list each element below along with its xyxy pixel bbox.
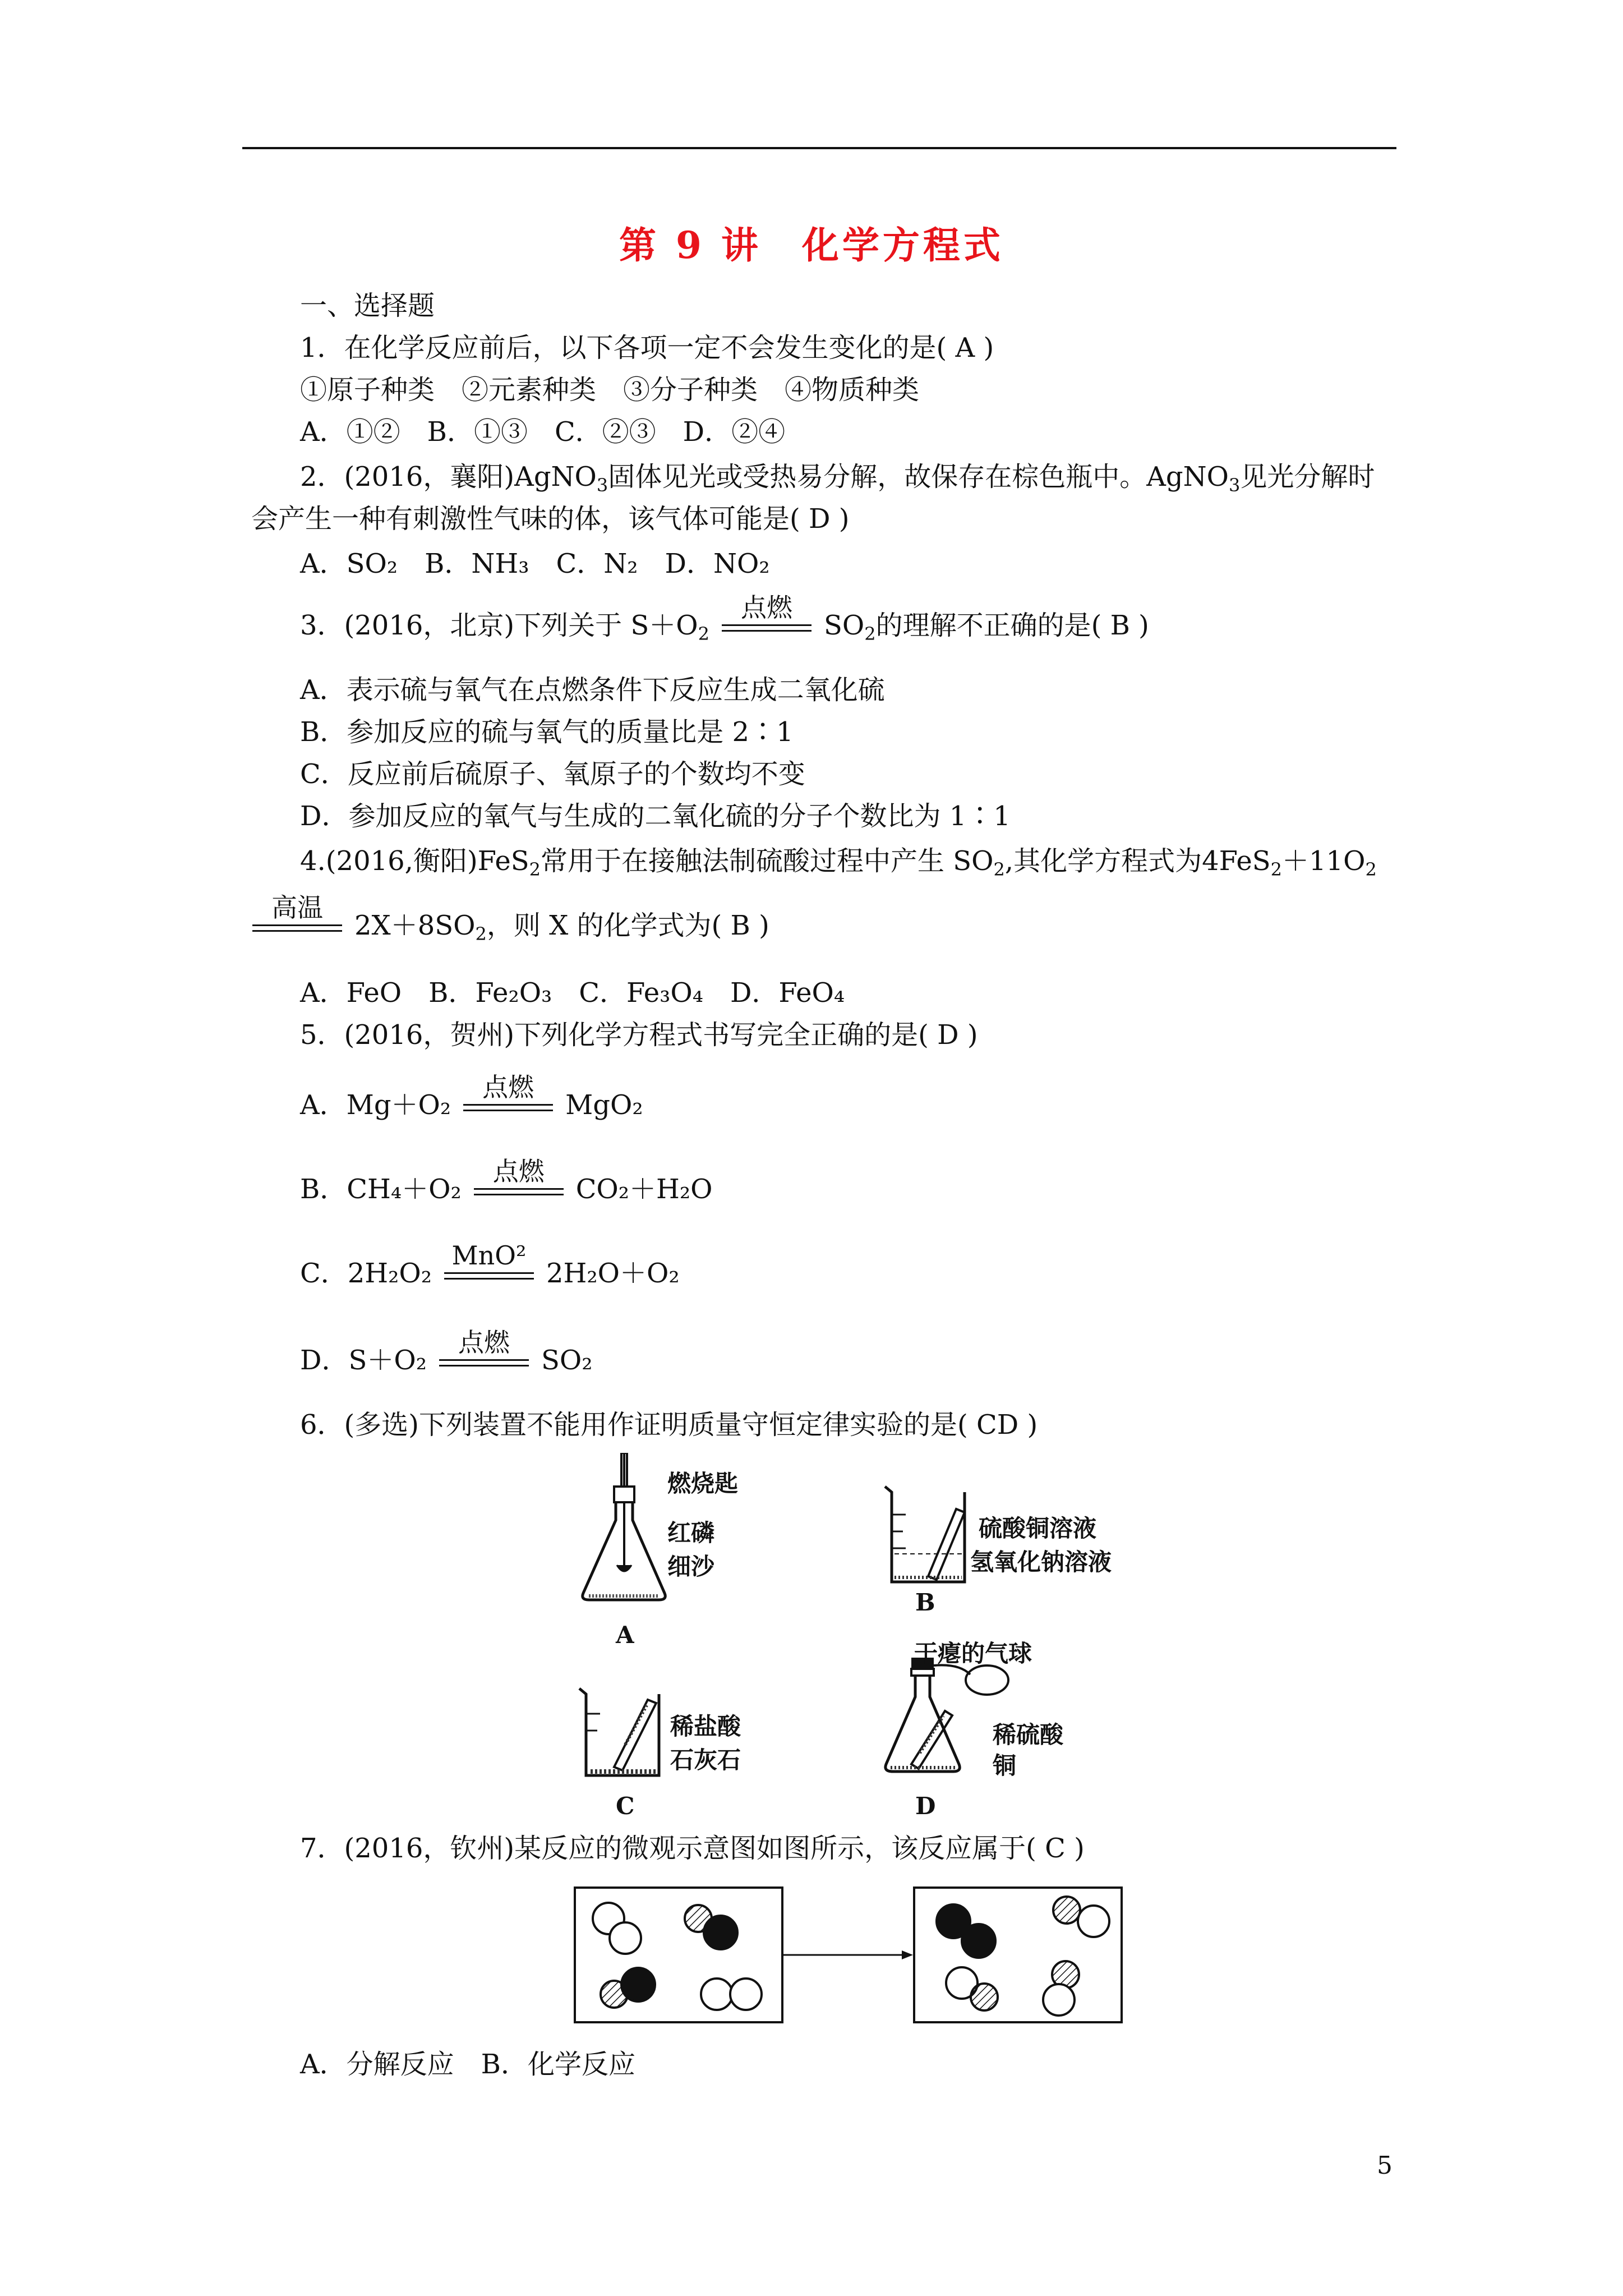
q1-stem: 1．在化学反应前后，以下各项一定不会发生变化的是( A ) bbox=[300, 332, 994, 364]
figure-label-b: B bbox=[915, 1589, 935, 1616]
reaction-arrow: 高温 bbox=[252, 911, 342, 945]
q2-stem-line2: 会产生一种有刺激性气味的体，该气体可能是( D ) bbox=[251, 503, 850, 535]
reaction-arrow: MnO² bbox=[444, 1259, 534, 1292]
figure-label-a: A bbox=[616, 1621, 634, 1649]
q7-stem: 7．(2016，钦州)某反应的微观示意图如图所示，该反应属于( C ) bbox=[300, 1833, 1085, 1864]
label-red-phosphorus: 红磷 bbox=[667, 1519, 715, 1547]
label-sodium-hydroxide: 氢氧化钠溶液 bbox=[970, 1548, 1112, 1576]
beaker-hydrochloric-acid-figure bbox=[575, 1683, 670, 1781]
label-copper: 铜 bbox=[993, 1752, 1017, 1779]
label-spoon: 燃烧匙 bbox=[667, 1470, 739, 1497]
q3-option-a: A．表示硫与氧气在点燃条件下反应生成二氧化硫 bbox=[300, 674, 885, 706]
micro-reaction-diagram bbox=[572, 1885, 1166, 2025]
q3-option-c: C．反应前后硫原子、氧原子的个数均不变 bbox=[300, 758, 805, 790]
header-rule bbox=[242, 147, 1396, 149]
q3-option-b: B．参加反应的硫与氧气的质量比是 2∶1 bbox=[300, 716, 794, 748]
q3-stem: 3．(2016，北京)下列关于 $S+O_2$ 点燃 $SO_2$的理解不正确的是( B ) bbox=[300, 592, 1149, 645]
page-title: 第 9 讲 化学方程式 bbox=[619, 223, 1004, 267]
q1-items: ①原子种类 ②元素种类 ③分子种类 ④物质种类 bbox=[300, 374, 920, 406]
q5-option-c: C．2H₂O₂ MnO² 2H₂O＋O₂ bbox=[300, 1257, 680, 1292]
q5-stem: 5．(2016，贺州)下列化学方程式书写完全正确的是( D ) bbox=[300, 1019, 978, 1051]
label-sand: 细沙 bbox=[667, 1553, 715, 1580]
label-sulfuric-acid: 稀硫酸 bbox=[993, 1721, 1064, 1749]
reaction-arrow: 点燃 bbox=[474, 1175, 564, 1208]
q5-option-d: D．S＋O₂ 点燃 SO₂ bbox=[300, 1343, 592, 1379]
section-heading: 一、选择题 bbox=[300, 290, 435, 321]
q4-options: A．FeO B．Fe₂O₃ C．Fe₃O₄ D．FeO₄ bbox=[300, 977, 845, 1009]
label-limestone: 石灰石 bbox=[670, 1746, 741, 1774]
figure-label-d: D bbox=[915, 1792, 936, 1820]
q5-option-a: A．Mg＋O₂ 点燃 MgO₂ bbox=[300, 1088, 643, 1124]
reaction-arrow: 点燃 bbox=[439, 1346, 529, 1379]
reaction-arrow: 点燃 bbox=[463, 1091, 553, 1124]
flask-red-phosphorus-figure bbox=[566, 1453, 679, 1616]
q3-option-d: D．参加反应的氧气与生成的二氧化硫的分子个数比为 1∶1 bbox=[300, 800, 1011, 832]
beaker-copper-sulfate-figure bbox=[880, 1481, 976, 1588]
q4-stem: 4.(2016,衡阳)FeS$_2$常用于在接触法制硫酸过程中产生 $SO_2$,其化学方程式为$4FeS_2+11O_2$ bbox=[300, 845, 1377, 880]
label-copper-sulfate: 硫酸铜溶液 bbox=[979, 1515, 1097, 1542]
q2-options: A．SO₂ B．NH₃ C．N₂ D．NO₂ bbox=[300, 548, 770, 579]
q2-stem: 2．(2016，襄阳)AgNO$_3$固体见光或受热易分解，故保存在棕色瓶中。AgNO$_3$见光分解时 bbox=[300, 461, 1375, 496]
q4-stem-line2: 高温 $2X+8SO_2$，则 X 的化学式为( B ) bbox=[252, 909, 769, 945]
q6-stem: 6．(多选)下列装置不能用作证明质量守恒定律实验的是( CD ) bbox=[300, 1409, 1038, 1441]
label-hydrochloric-acid: 稀盐酸 bbox=[670, 1713, 741, 1740]
page-number: 5 bbox=[1377, 2151, 1393, 2180]
flask-balloon-figure bbox=[880, 1658, 1009, 1778]
label-deflated-balloon: 干瘪的气球 bbox=[914, 1640, 1032, 1667]
figure-label-c: C bbox=[616, 1792, 635, 1820]
reaction-arrow: 点燃 bbox=[722, 611, 811, 645]
q5-option-b: B．CH₄＋O₂ 点燃 CO₂＋H₂O bbox=[300, 1172, 712, 1208]
q1-options: A．①② B．①③ C．②③ D．②④ bbox=[300, 416, 786, 448]
q7-options: A．分解反应 B．化学反应 bbox=[300, 2049, 635, 2080]
